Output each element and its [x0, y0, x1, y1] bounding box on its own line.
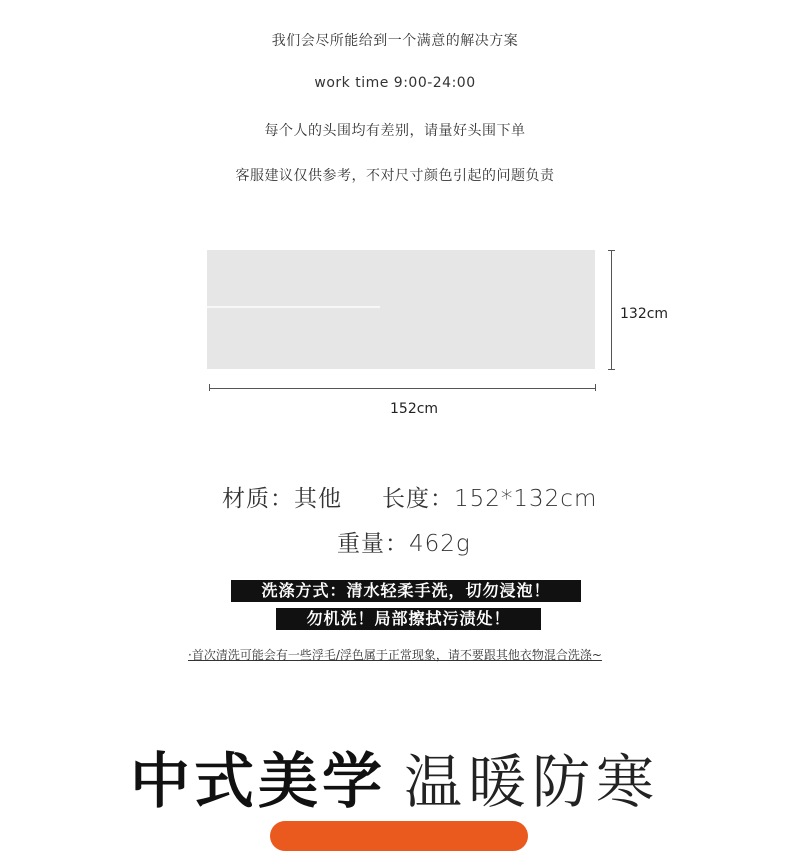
headline-bold-text: 中式美学	[129, 747, 386, 817]
width-dimension-line	[209, 388, 596, 389]
headline-light-text: 温暖防寒	[403, 748, 660, 816]
wash-instructions-bar-2: 勿机洗！局部擦拭污渍处！	[276, 608, 541, 630]
spec-material: 材质：其他	[222, 486, 342, 512]
note-line-3: 每个人的头围均有差别，请量好头围下单	[264, 123, 526, 139]
care-footnote-text: ·首次清洗可能会有一些浮毛/浮色属于正常现象，请不要跟其他衣物混合洗涤~	[188, 648, 602, 662]
fabric-swatch	[207, 250, 595, 369]
wash-instructions-bar-1: 洗涤方式：清水轻柔手洗，切勿浸泡！	[231, 580, 581, 602]
height-dimension-line	[611, 250, 612, 370]
spec-weight: 重量：462g	[337, 531, 471, 557]
cutoff-top-text	[290, 0, 510, 4]
note-line-2: work time 9:00-24:00	[314, 75, 476, 91]
fabric-stripe	[207, 306, 380, 308]
width-dimension-tick-right	[595, 384, 596, 391]
section-headline	[0, 734, 790, 820]
height-dimension-tick-bottom	[608, 369, 615, 370]
height-dimension-tick-top	[608, 250, 615, 251]
care-footnote	[0, 646, 790, 663]
width-label: 152cm	[390, 401, 439, 417]
height-label: 132cm	[620, 306, 669, 322]
note-line-1: 我们会尽所能给到一个满意的解决方案	[271, 33, 519, 49]
note-line-4: 客服建议仅供参考，不对尺寸颜色引起的问题负责	[235, 168, 555, 184]
width-dimension-tick-left	[209, 384, 210, 391]
section-banner-pill	[270, 821, 528, 851]
spec-length: 长度：152*132cm	[382, 486, 598, 512]
